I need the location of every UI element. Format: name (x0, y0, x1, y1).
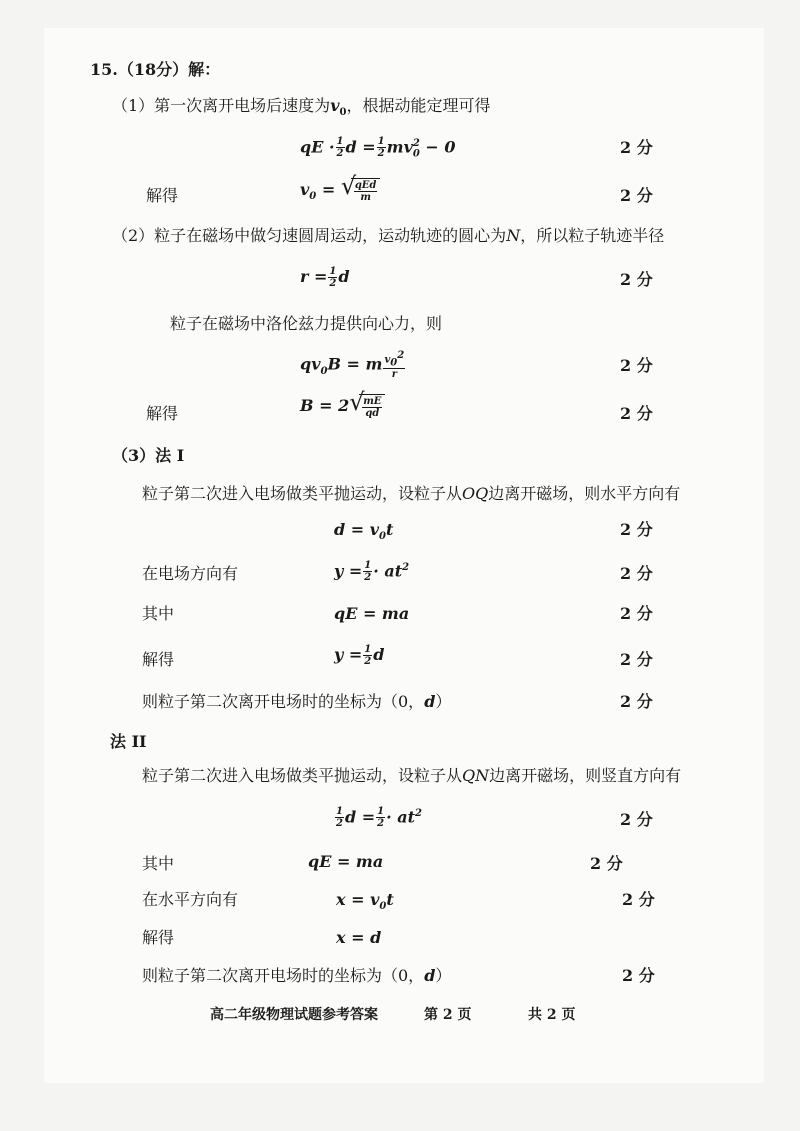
part3-m1-score-3: 2 分 (620, 604, 653, 623)
part2-score-1: 2 分 (620, 270, 653, 289)
part3-m2-conclusion-score: 2 分 (622, 966, 655, 985)
part3-m1-conclusion-score: 2 分 (620, 692, 653, 711)
part3-m1-conclusion: 则粒子第二次离开电场时的坐标为（0，d） (142, 692, 452, 711)
part3-m1-intro: 粒子第二次进入电场做类平抛运动，设粒子从OQ边离开磁场，则水平方向有 (142, 484, 681, 503)
part1-equation-1: qE · $\frac{1}{2}$ d = $\frac{1}{2}$ $mv_0^2 - 0$ (300, 136, 456, 160)
part3-m1-score-2: 2 分 (620, 564, 653, 583)
part3-m1-score-1: 2 分 (620, 520, 653, 539)
part1-equation-2: $v_0$ = √ $\frac{\text{qEd}}{m}$ (300, 178, 380, 207)
part1-solve-label: 解得 (146, 186, 179, 205)
part3-m2-equation-3: $x = v_0t$ (336, 890, 394, 913)
part2-text: 粒子在磁场中洛伦兹力提供向心力，则 (170, 314, 443, 333)
part3-method1-label: （3）法 I (112, 446, 185, 465)
part3-m2-label-4: 解得 (142, 928, 175, 947)
footer-title: 高二年级物理试题参考答案 (210, 1007, 378, 1023)
part2-equation-1: r = $\frac{1}{2}$ d (300, 266, 350, 289)
part1-score-1: 2 分 (620, 138, 653, 157)
part2-equation-3: B = 2 √ $\frac{mE}{qd}$ (300, 394, 385, 419)
part3-m1-equation-4: y = $\frac{1}{2}$ d (334, 644, 385, 667)
part2-solve-label: 解得 (146, 404, 179, 423)
part1-score-2: 2 分 (620, 186, 653, 205)
part3-method2-label: 法 II (110, 732, 147, 751)
part3-m1-equation-3: qE = ma (334, 604, 410, 623)
part3-m1-score-4: 2 分 (620, 650, 653, 669)
part3-m1-label-4: 解得 (142, 650, 175, 669)
part3-m2-equation-4: x = d (336, 928, 382, 947)
footer-total-pages: 共 2 页 (528, 1007, 576, 1023)
part3-m1-equation-1: $d = v_0t$ (334, 520, 394, 543)
part2-equation-2: $qv_0B = m$ $\frac{v_0^2}{r}$ (300, 350, 405, 381)
part2-score-2: 2 分 (620, 356, 653, 375)
part3-m1-label-3: 其中 (142, 604, 175, 623)
part3-m2-intro: 粒子第二次进入电场做类平抛运动，设粒子从QN边离开磁场，则竖直方向有 (142, 766, 682, 785)
part3-m1-equation-2: y = $\frac{1}{2}$ · $at^2$ (334, 560, 410, 584)
part1-intro: （1）第一次离开电场后速度为$v_0$，根据动能定理可得 (112, 96, 491, 119)
part3-m2-score-3: 2 分 (622, 890, 655, 909)
footer-page-number: 第 2 页 (424, 1007, 472, 1023)
part2-score-3: 2 分 (620, 404, 653, 423)
part3-m2-conclusion: 则粒子第二次离开电场时的坐标为（0，d） (142, 966, 452, 985)
part3-m2-equation-2: qE = ma (308, 852, 384, 871)
part3-m2-score-1: 2 分 (620, 810, 653, 829)
part2-intro: （2）粒子在磁场中做匀速圆周运动，运动轨迹的圆心为N，所以粒子轨迹半径 (112, 226, 665, 245)
part3-m2-label-2: 其中 (142, 854, 175, 873)
part3-m2-equation-1: $\frac{1}{2}$ d = $\frac{1}{2}$ · $at^2$ (336, 806, 422, 830)
part3-m1-label-2: 在电场方向有 (142, 564, 239, 583)
problem-header: 15.（18分）解： (90, 60, 221, 79)
part3-m2-label-3: 在水平方向有 (142, 890, 239, 909)
part3-m2-score-2: 2 分 (590, 854, 623, 873)
